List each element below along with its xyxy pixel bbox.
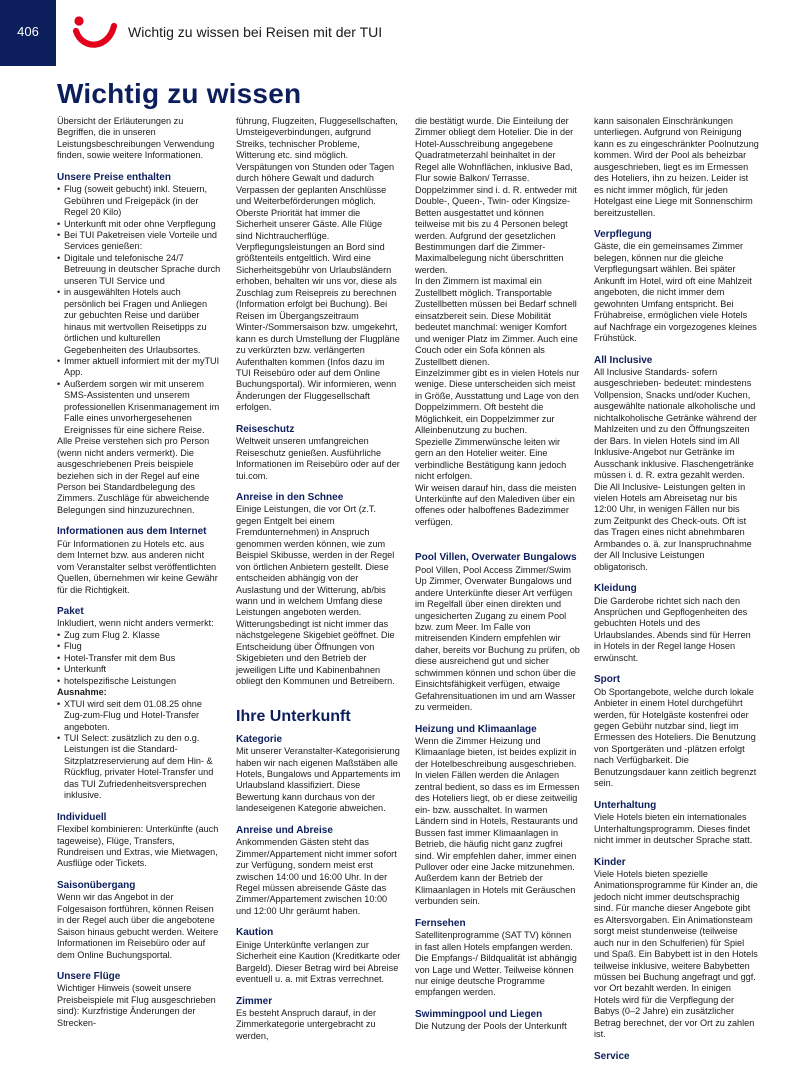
section-title-anreise-abreise: Anreise und Abreise	[236, 824, 333, 836]
swimmingpool-text: Die Nutzung der Pools der Unterkunft	[415, 1021, 567, 1032]
zimmerwuensche-text: Spezielle Zimmerwünsche leiten wir gern an den Hotelier weiter. Eine verbindliche Bestätigung kann jedoch nicht erfolgen.	[415, 436, 567, 482]
internet-text: Für Informationen zu Hotels etc. aus dem Internet bzw. aus anderen nicht vom Veranstalter selbst veröffentlichten Quellen, übernehmen wir keine Gewähr für die Richtigkeit.	[57, 538, 218, 595]
ausnahme-list	[57, 699, 222, 802]
list-item: • Bei TUI Paketreisen viele Vorteile und Services genießen:	[57, 230, 222, 253]
kaution-text: Einige Unterkünfte verlangen zur Sicherheit eine Kaution (Kreditkarte oder Bargeld). Dieser Betrag wird bei Abreise eventuell u. a. mit Extras verrechnet.	[236, 939, 401, 985]
page-header	[0, 0, 800, 66]
zimmer-text-continued: die bestätigt wurde. Die Einteilung der Zimmer obliegt dem Hotelier. Die in der Hotel-Ausschreibung angegebene Quadratmeterzahl beinhaltet in der Regel alle Wohnflächen, inklusive Bad, Flur sowie Balkon/ Terrasse. Doppelzimmer sind i. d. R. entweder mit Double-, Queen-, Twin- oder Kingsize-Betten ausgestattet und können teilweise mit bis zu 4 Personen belegt werden. Aufgrund der gesetzlichen Bestimmungen darf die Zimmer-Maximalbelegung nicht überschritten werden.	[415, 116, 577, 275]
section-title-verpflegung: Verpflegung	[594, 229, 652, 241]
list-item: • Unterkunft	[57, 664, 222, 675]
section-title-kategorie: Kategorie	[236, 733, 283, 745]
sport-text: Ob Sportangebote, welche durch lokale Anbieter in einem Hotel durchgeführt werden, für Hotelgäste kostenfrei oder gegen Gebühr nutzbar sind, liegt im Ermessen des Hoteliers. Die Benutzung von Sportgeräten und -plätzen erfolgt nach Verfügbarkeit. Die Benutzungsdauer kann zeitlich begrenzt sein.	[594, 686, 757, 789]
all-inclusive-text: All Inclusive Standards- sofern ausgeschrieben- bedeutet: mindestens Vollpension, Snacks und/oder Kuchen, ausgewählte nationale alkoholische und nichtalkoholische Getränke während der Mahlzeiten und zu den Öffnungszeiten der Bars. In vielen Hotels sind im All Inklusive-Angebot nur Getränke im Ausschank inklusive. Flaschengetränke müssen i. d. R. extra gezahlt werden. Die All Inclusive- Leistungen gelten in vielen Hotels am Abreisetag nur bis 12:00 Uhr, in wenigen Fällen nur bis zum Zeitpunkt des Check-outs. Oft ist das Tragen eines nicht abnehmbaren Armbandes o. ä. zur Inanspruchnahme der All Inclusive Leistungen obligatorisch.	[594, 366, 757, 572]
page-title: Wichtig zu wissen	[57, 78, 302, 109]
section-title-all-inclusive: All Inclusive	[594, 354, 653, 366]
section-title-reiseschutz: Reiseschutz	[236, 423, 295, 435]
list-item: • Digitale und telefonische 24/7 Betreuung in deutscher Sprache durch unseren TUI Service und	[57, 253, 222, 287]
section-title-pool-villen: Pool Villen, Overwater Bungalows	[415, 552, 577, 564]
list-item: • Zug zum Flug 2. Klasse	[57, 630, 222, 641]
paket-text: Inkludiert, wenn nicht anders vermerkt:	[57, 618, 214, 629]
section-title-internet: Informationen aus dem Internet	[57, 526, 207, 538]
fluege-text-continued: führung, Flugzeiten, Fluggesellschaften, Umsteigeverbindungen, aufgrund Streiks, technischer Probleme, Witterung etc. sind möglich. Verspätungen von Stunden oder Tagen durch höhere Gewalt und dadurch Verpassen der geplanten Anschlüsse und Weiterbeförderungen möglich. Oberste Priorität hat immer die Sicherheit unserer Gäste. Alle Flüge sind Nichtraucherflüge. Verpflegungsleistungen an Bord sind größtenteils entgeltlich. Wird eine Sicherheitsgebühr von Urlaubsländern erhoben, behalten wir uns vor, diese als Zuschlag zum Reisepreis zu berechnen (Information erfolgt bei Buchung). Bei Reisen im Übergangszeitraum Winter-/Sommersaison bzw. umgekehrt, kann es durch Umstellung der Flugpläne zu verkürzten bzw. verlängerten Aufenthalten kommen (Infos dazu im TUI Reisebüro oder auf dem Online Buchungsportal). Wir informieren, wenn Änderungen der Fluggesellschaft erfolgen.	[236, 116, 400, 413]
section-title-kinder: Kinder	[594, 856, 626, 868]
section-title-unterhaltung: Unterhaltung	[594, 799, 657, 811]
list-item: • Flug	[57, 641, 222, 652]
preise-text: Alle Preise verstehen sich pro Person (wenn nicht anders vermerkt). Die ausgeschriebenen Preis beispiele beziehen sich in der Regel auf eine Person bei Standardbelegung des Zimmers. Zuschläge für abweichende Belegungen sind hinzuzurechnen.	[57, 436, 210, 515]
header-title: Wichtig zu wissen bei Reisen mit der TUI	[128, 24, 383, 40]
section-title-sport: Sport	[594, 674, 621, 686]
malediven-text: Wir weisen darauf hin, dass die meisten Unterkünfte auf den Malediven über ein offenes oder halboffenes Badezimmer verfügen.	[415, 482, 577, 527]
einzelzimmer-text: Einzelzimmer gibt es in vielen Hotels nur wenige. Diese unterscheiden sich meist in Größe, Ausstattung und Lage von den Doppelzimmern. Oft besteht die Möglichkeit, ein Doppelzimmer zur Alleinbenutzung zu buchen.	[415, 367, 580, 436]
kategorie-text: Mit unserer Veranstalter-Kategorisierung haben wir nach eigenen Maßstäben alle Hotels, Bungalows und Appartements im Urlaubsland klassifiziert. Diese Bewertung kann durchaus von der landeseigenen Kategorie abweichen.	[236, 746, 401, 814]
list-item: • Außerdem sorgen wir mit unserem SMS-Assistenten und unserem professionellen Krisenmanagement im Falle eines unvorhergesehenen Ereignisses für eine sichere Reise.	[57, 379, 222, 436]
individuell-text: Flexibel kombinieren: Unterkünfte (auch tageweise), Flüge, Transfers, Rundreisen und Extras, wie Mietwagen, Ausflüge oder Tickets.	[57, 824, 219, 869]
heizung-text: Wenn die Zimmer Heizung und Klimaanlage bieten, ist beides explizit in der Hotelbeschreibung ausgeschrieben. In vielen Fällen werden die Anlagen zentral bedient, so dass es im Ermessen des Hoteliers liegt, ob er diese zeitweilig ein- bzw. ausschaltet. In warmen Ländern sind in Hotels, Restaurants und Bussen fast immer Klimaanlagen in Betrieb, die häufig nicht ganz zugfrei sind. Wir empfehlen daher, immer einen Pullover oder eine Jacke mitzunehmen. Außerdem kann der Betrieb der Klimaanlagen in Hotels mit Geräuschen verbunden sein.	[415, 736, 580, 907]
column-1	[57, 116, 222, 1029]
section-title-kleidung: Kleidung	[594, 583, 637, 595]
preise-list	[57, 184, 222, 436]
column-4	[594, 116, 759, 1063]
kleidung-text: Die Garderobe richtet sich nach den Ansprüchen und Gepflogenheiten des gebuchten Hotels und des Urlaubslandes. Abends sind für Herren in Hotels in der Regel lange Hosen erwünscht.	[594, 595, 751, 663]
fernsehen-text: Satellitenprogramme (SAT TV) können in fast allen Hotels empfangen werden. Die Empfangs-/ Bildqualität ist abhängig von Lage und Wetter. Teilweise können nur einige deutsche Programme empfangen werden.	[415, 930, 577, 998]
saisonuebergang-text: Wenn wir das Angebot in der Folgesaison fortführen, können Reisen in der Regel auch über die angebotene Saison hinaus gebucht werden. Weitere Informationen im Reisebüro oder auf dem Online Buchungsportal.	[57, 892, 219, 960]
anreise-schnee-text: Einige Leistungen, die vor Ort (z.T. gegen Entgelt bei einem Fremdunternehmen) in Anspruch genommen werden können, wie zum Beispiel Skibusse, werden in der Regel von örtlichen Anbietern gestellt. Diese entscheiden abhängig von der Auslastung und der Witterung, ab/bis wann und in welchem Umfang diese Leistungen angeboten werden. Witterungsbedingt ist nicht immer das nächstgelegene Skigebiet geöffnet. Die Entscheidung über Öffnungen von Skigebieten und den Betrieb der jeweiligen Lifte und Kabinenbahnen obliegt den Kommunen und Betreibern.	[236, 504, 395, 687]
unterhaltung-text: Viele Hotels bieten ein internationales Unterhaltungsprogramm. Dieses findet nicht immer in deutscher Sprache statt.	[594, 812, 753, 846]
column-3	[415, 116, 580, 1033]
section-title-paket: Paket	[57, 606, 84, 618]
list-item: • TUI Select: zusätzlich zu den o.g. Leistungen ist die Standard-Sitzplatzreservierung auf dem Hin- & Rückflug, privater Hotel-Transfer und das TUI Zufriedenheitsversprechen inklusive.	[57, 733, 222, 802]
section-title-heizung: Heizung und Klimaanlage	[415, 723, 537, 735]
intro-text: Übersicht der Erläuterungen zu Begriffen, die in unseren Leistungsbeschreibungen Verwendung finden, sowie weitere Informationen.	[57, 116, 215, 161]
section-title-anreise-schnee: Anreise in den Schnee	[236, 492, 344, 503]
section-title-kaution: Kaution	[236, 927, 274, 939]
list-item: • in ausgewählten Hotels auch persönlich bei Fragen und Anliegen zur gebuchten Reise und darüber hinaus mit wertvollen Reisetipps zu örtlichen und kulturellen Gegebenheiten des Urlaubsortes.	[57, 287, 222, 356]
swimmingpool-text-continued: kann saisonalen Einschränkungen unterliegen. Aufgrund von Reinigung kann es zu eingeschränkter Poolnutzung kommen. Wird der Pool als beheizbar ausgeschrieben, liegt es im Ermessen des Hoteliers, ihn zu heizen. Leider ist es nicht immer möglich, für jeden Hotelgast eine Liege mit Sonnenschirm bereitzustellen.	[594, 116, 759, 218]
list-item: • Immer aktuell informiert mit der myTUI App.	[57, 356, 222, 379]
list-item: • Unterkunft mit oder ohne Verpflegung	[57, 219, 222, 230]
page-number-box	[0, 0, 56, 66]
kinder-text: Viele Hotels bieten spezielle Animationsprogramme für Kinder an, die jedoch nicht immer deutschsprachig sind. Für manche dieser Angebote gibt es Altersvorgaben. Ein Animationsteam sorgt meist stundenweise (teilweise auch nur in den Schulferien) für Spiel und Spaß. Ein Babybett ist in den Hotels teilweise inklusive, weitere Babybetten müssen bei Buchung angefragt und ggf. vor Ort bezahlt werden. In einigen Hotels wird für die Verpflegung der Babys (0–2 Jahre) ein zusätzlicher Betrag berechnet, der vor Ort zu zahlen ist.	[594, 868, 758, 1040]
tui-smile-logo-icon	[70, 14, 120, 54]
section-title-fluege: Unsere Flüge	[57, 971, 121, 983]
zimmer-text: Es besteht Anspruch darauf, in der Zimmerkategorie untergebracht zu werden,	[236, 1007, 377, 1041]
list-item: • XTUI wird seit dem 01.08.25 ohne Zug-zum-Flug und Hotel-Transfer angeboten.	[57, 699, 222, 733]
section-title-zimmer: Zimmer	[236, 995, 273, 1007]
section-title-swimmingpool: Swimmingpool und Liegen	[415, 1008, 543, 1020]
anreise-abreise-text: Ankommenden Gästen steht das Zimmer/Appartement nicht immer sofort zur Verfügung, sondern meist erst zwischen 14:00 und 16:00 Uhr. In der Regel müssen abreisende Gäste das Zimmer/Appartement zwischen 10:00 und 12:00 Uhr geräumt haben.	[236, 837, 397, 916]
pool-villen-text: Pool Villen, Pool Access Zimmer/Swim Up Zimmer, Overwater Bungalows und andere Unterkünfte dieser Art verfügen im Regelfall über einen direkten und ungesicherten Zugang zu einem Pool bzw. zum Meer. Im Falle von mitreisenden Kindern empfehlen wir daher, bereits vor Buchung zu prüfen, ob diese ausreichend gut und sicher schwimmen können und schon über die Einsichtsfähigkeit verfügen, etwaige Gefahrensituationen im und am Wasser zu vermeiden.	[415, 564, 580, 713]
section-title-individuell: Individuell	[57, 811, 107, 823]
zustellbett-text: In den Zimmern ist maximal ein Zustellbett möglich. Transportable Zustellbetten müssen bei Bedarf schnell einsatzbereit sein. Diese Mobilität bedeutet manchmal: weniger Komfort und weniger Platz im Zimmer. Auch eine Couch oder ein Sofa können als Zustellbett dienen.	[415, 276, 578, 367]
section-heading-unterkunft: Ihre Unterkunft	[236, 707, 351, 725]
fluege-text: Wichtiger Hinweis (soweit unsere Preisbeispiele mit Flug ausgeschrieben sind): Kurzfristige Änderungen der Strecken-	[57, 983, 216, 1028]
reiseschutz-text: Weltweit unseren umfangreichen Reiseschutz genießen. Ausführliche Informationen im Reisebüro oder auf der tui.com.	[236, 436, 400, 481]
list-item: • hotelspezifische Leistungen	[57, 676, 222, 687]
section-title-service: Service	[594, 1050, 630, 1062]
section-title-preise: Unsere Preise enthalten	[57, 171, 171, 183]
paket-list	[57, 630, 222, 687]
list-item: • Flug (soweit gebucht) inkl. Steuern, Gebühren und Freigepäck (in der Regel 20 Kilo)	[57, 184, 222, 218]
verpflegung-text: Gäste, die ein gemeinsames Zimmer belegen, können nur die gleiche Verpflegungsart wählen. Bei später Ankunft im Hotel, wird oft eine Mahlzeit angeboten, die nicht immer dem gewohnten Umfang entspricht. Bei Frühabreise, ermöglichen viele Hotels auf Nachfrage ein vorgezogenes kleines Frühstück.	[594, 241, 757, 344]
section-title-saisonuebergang: Saisonübergang	[57, 879, 136, 891]
paket-ausnahme-label: Ausnahme:	[57, 687, 107, 698]
section-title-fernsehen: Fernsehen	[415, 917, 466, 929]
column-2	[236, 116, 401, 1042]
list-item: • Hotel-Transfer mit dem Bus	[57, 653, 222, 664]
page-number: 406	[17, 24, 39, 39]
